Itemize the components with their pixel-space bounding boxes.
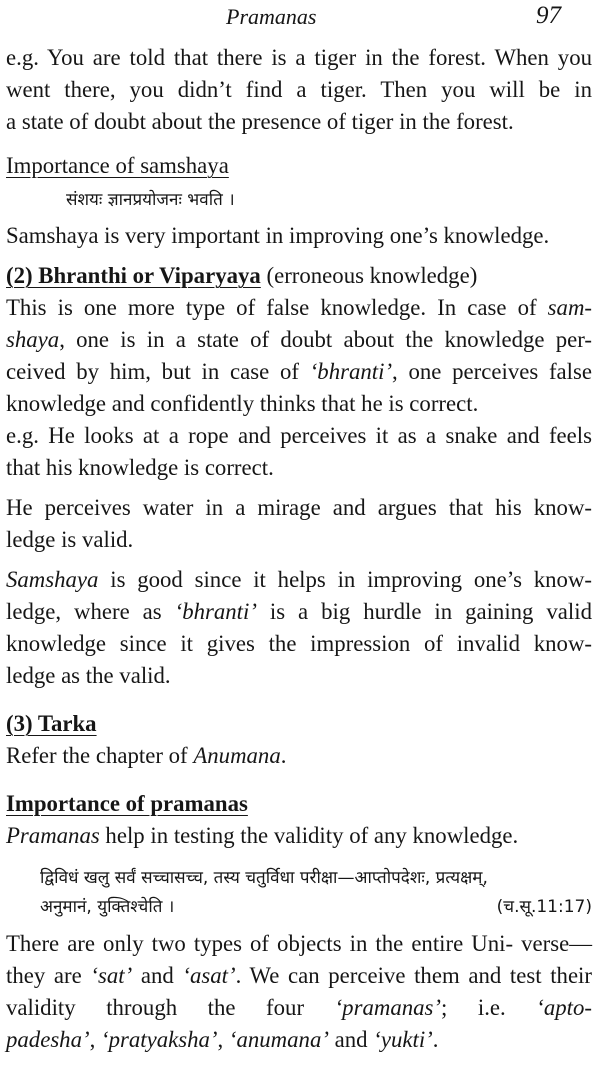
mirage-paragraph: He perceives water in a mirage and argues that his know- ledge is valid. — [6, 495, 592, 552]
heading-bhranthi: (2) Bhranthi or Viparyaya — [6, 263, 261, 288]
heading-tarka: (3) Tarka — [6, 711, 97, 736]
pramanas-paragraph: Pramanas help in testing the validity of any knowledge. — [6, 823, 519, 848]
heading-bhranthi-note: (erroneous knowledge) — [260, 263, 478, 288]
sanskrit-verse-pramanas — [40, 864, 592, 922]
text-line: you went there, you didn’t find a tiger. Then you will be in — [6, 45, 592, 102]
text-line: a state of doubt about the presence of tiger in the forest. — [6, 109, 514, 134]
page-number: 97 — [536, 2, 561, 29]
verse-line-with-reference — [40, 893, 592, 922]
samshaya-importance-paragraph: Samshaya is very important in improving one’s knowledge. — [6, 223, 550, 248]
text-line: e.g. You are told that there is a tiger in the forest. When — [6, 45, 549, 70]
tarka-reference-paragraph: Refer the chapter of Anumana. — [6, 743, 287, 768]
running-title: Pramanas — [226, 4, 317, 29]
sanskrit-verse-samshaya: संशयः ज्ञानप्रयोजनः भवति । — [66, 190, 235, 210]
sat-asat-paragraph: There are only two types of objects in the entire Uni- verse—they are ‘sat’ and ‘asat’. We can perceive them and test their validity through the four ‘pramanas’; i.e. ‘apto- padesha’, ‘pratyaksha’, ‘anumana’ and ‘yukti’. — [6, 931, 592, 1052]
verse-citation: (च.सू.11:17) — [496, 897, 592, 917]
heading-importance-of-pramanas: Importance of pramanas — [6, 791, 248, 816]
samshaya-vs-bhranti-paragraph: Samshaya is good since it helps in improving one’s know- ledge, where as ‘bhranti’ is a big hurdle in gaining valid knowledge since it gives the impression of invalid know- ledge as the valid. — [6, 567, 592, 688]
heading-bhranthi-line — [6, 260, 592, 292]
bhranthi-definition-paragraph: This is one more type of false knowledge. In case of sam- shaya, one is in a state of doubt about the knowledge per- ceived by him, but in case of ‘bhranti’, one perceives false knowledge and confidently thinks that he is correct. — [6, 295, 592, 416]
page-body — [6, 42, 592, 1056]
tiger-example-paragraph — [6, 42, 592, 138]
page-header — [0, 2, 600, 32]
heading-importance-of-samshaya: Importance of samshaya — [6, 153, 229, 178]
verse-line: द्विविधं खलु सर्वं सच्चासच्च, तस्य चतुर्विधा परीक्षा—आप्तोपदेशः, प्रत्यक्षम्, — [40, 868, 488, 888]
verse-line: अनुमानं, युक्तिश्चेति । — [40, 897, 175, 917]
rope-snake-example-paragraph: e.g. He looks at a rope and perceives it as a snake and feels that his knowledge is correct. — [6, 423, 592, 480]
